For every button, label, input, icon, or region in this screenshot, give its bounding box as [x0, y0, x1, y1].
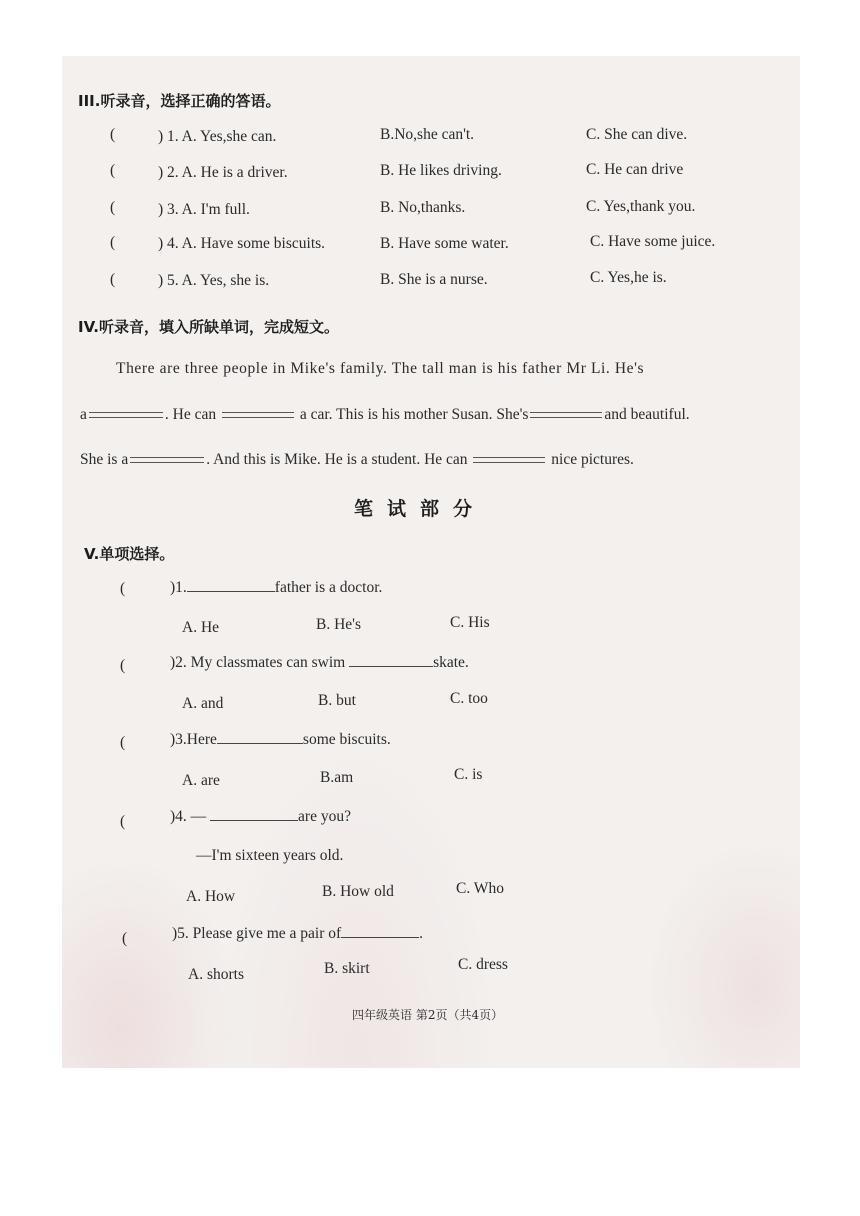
mc-option-b: B. but	[318, 692, 356, 709]
mc-option-a: A. are	[182, 772, 220, 789]
section-5-heading: V.单项选择。	[84, 545, 175, 563]
page-footer: 四年级英语 第2页（共4页）	[352, 1008, 504, 1022]
mc-option-b: B. How old	[322, 883, 394, 900]
section-3-heading: III.听录音，选择正确的答语。	[78, 92, 281, 110]
question-option-c: C. Have some juice.	[590, 233, 716, 250]
mc-option-a: A. How	[186, 888, 236, 905]
question-text: some biscuits.	[302, 731, 391, 748]
passage-text: . He can	[164, 406, 217, 423]
answer-paren: (	[110, 199, 116, 216]
answer-paren: (	[120, 813, 126, 830]
mc-question	[170, 654, 469, 672]
fill-blank[interactable]	[187, 590, 275, 592]
mc-option-b: B. skirt	[324, 960, 370, 977]
passage-line-1: There are three people in Mike's family. The tall man is his father Mr Li. He's	[116, 360, 645, 377]
question-option-a: ) 3. A. I'm full.	[158, 201, 250, 218]
passage-text: She is a	[80, 451, 129, 468]
fill-blank[interactable]	[210, 819, 298, 821]
fill-blank[interactable]	[530, 412, 602, 418]
passage-text: nice pictures.	[551, 451, 634, 468]
fill-blank[interactable]	[349, 665, 433, 667]
question-option-b: B. She is a nurse.	[380, 271, 488, 288]
fill-blank[interactable]	[130, 457, 204, 463]
mc-option-b: B. He's	[316, 616, 361, 633]
question-option-b: B. No,thanks.	[380, 199, 466, 216]
mc-question	[170, 808, 351, 826]
question-option-c: C. Yes,he is.	[590, 269, 667, 286]
mc-question	[172, 925, 423, 943]
passage-text: a car. This is his mother Susan. She's	[299, 406, 529, 423]
question-text: are you?	[298, 808, 351, 825]
question-option-b: B.No,she can't.	[380, 126, 475, 143]
question-option-a: ) 4. A. Have some biscuits.	[158, 235, 326, 252]
question-text: .	[419, 925, 424, 942]
mc-question	[170, 731, 391, 749]
question-option-a: ) 1. A. Yes,she can.	[158, 128, 277, 145]
question-text: father is a doctor.	[274, 579, 383, 596]
question-option-c: C. She can dive.	[586, 126, 688, 143]
passage-line-3	[80, 451, 634, 469]
mc-question	[170, 579, 382, 597]
mc-option-c: C. is	[454, 766, 483, 783]
passage-text: a	[80, 406, 87, 423]
question-text: skate.	[433, 654, 469, 671]
question-option-c: C. He can drive	[586, 161, 684, 178]
answer-paren: (	[110, 162, 116, 179]
answer-paren: (	[122, 930, 128, 947]
question-text: )3.Here	[170, 731, 217, 748]
answer-paren: (	[110, 126, 116, 143]
mc-option-a: A. shorts	[188, 966, 244, 983]
mc-option-a: A. He	[182, 619, 220, 636]
question-text: )2. My classmates can swim	[170, 654, 346, 671]
fill-blank[interactable]	[89, 412, 163, 418]
passage-line-2	[80, 406, 690, 424]
answer-line: —I'm sixteen years old.	[196, 847, 344, 864]
answer-paren: (	[120, 580, 126, 597]
fill-blank[interactable]	[217, 742, 303, 744]
fill-blank[interactable]	[341, 936, 419, 938]
section-4-heading: IV.听录音，填入所缺单词，完成短文。	[78, 318, 339, 336]
mc-option-b: B.am	[320, 769, 354, 786]
question-option-b: B. He likes driving.	[380, 162, 502, 179]
answer-paren: (	[110, 234, 116, 251]
mc-option-c: C. too	[450, 690, 488, 707]
answer-paren: (	[120, 734, 126, 751]
passage-text: . And this is Mike. He is a student. He can	[206, 451, 468, 468]
answer-paren: (	[110, 271, 116, 288]
question-option-b: B. Have some water.	[380, 235, 509, 252]
written-part-title: 笔试部分	[354, 498, 487, 520]
mc-option-a: A. and	[182, 695, 224, 712]
question-text: )4. —	[170, 808, 207, 825]
answer-paren: (	[120, 657, 126, 674]
question-text: )1.	[170, 579, 187, 596]
question-text: )5. Please give me a pair of	[172, 925, 342, 942]
passage-text: and beautiful.	[604, 406, 690, 423]
mc-option-c: C. dress	[458, 956, 508, 973]
question-option-c: C. Yes,thank you.	[586, 198, 696, 215]
question-option-a: ) 5. A. Yes, she is.	[158, 272, 270, 289]
mc-option-c: C. Who	[456, 880, 504, 897]
mc-option-c: C. His	[450, 614, 490, 631]
fill-blank[interactable]	[222, 412, 294, 418]
question-option-a: ) 2. A. He is a driver.	[158, 164, 288, 181]
fill-blank[interactable]	[473, 457, 545, 463]
